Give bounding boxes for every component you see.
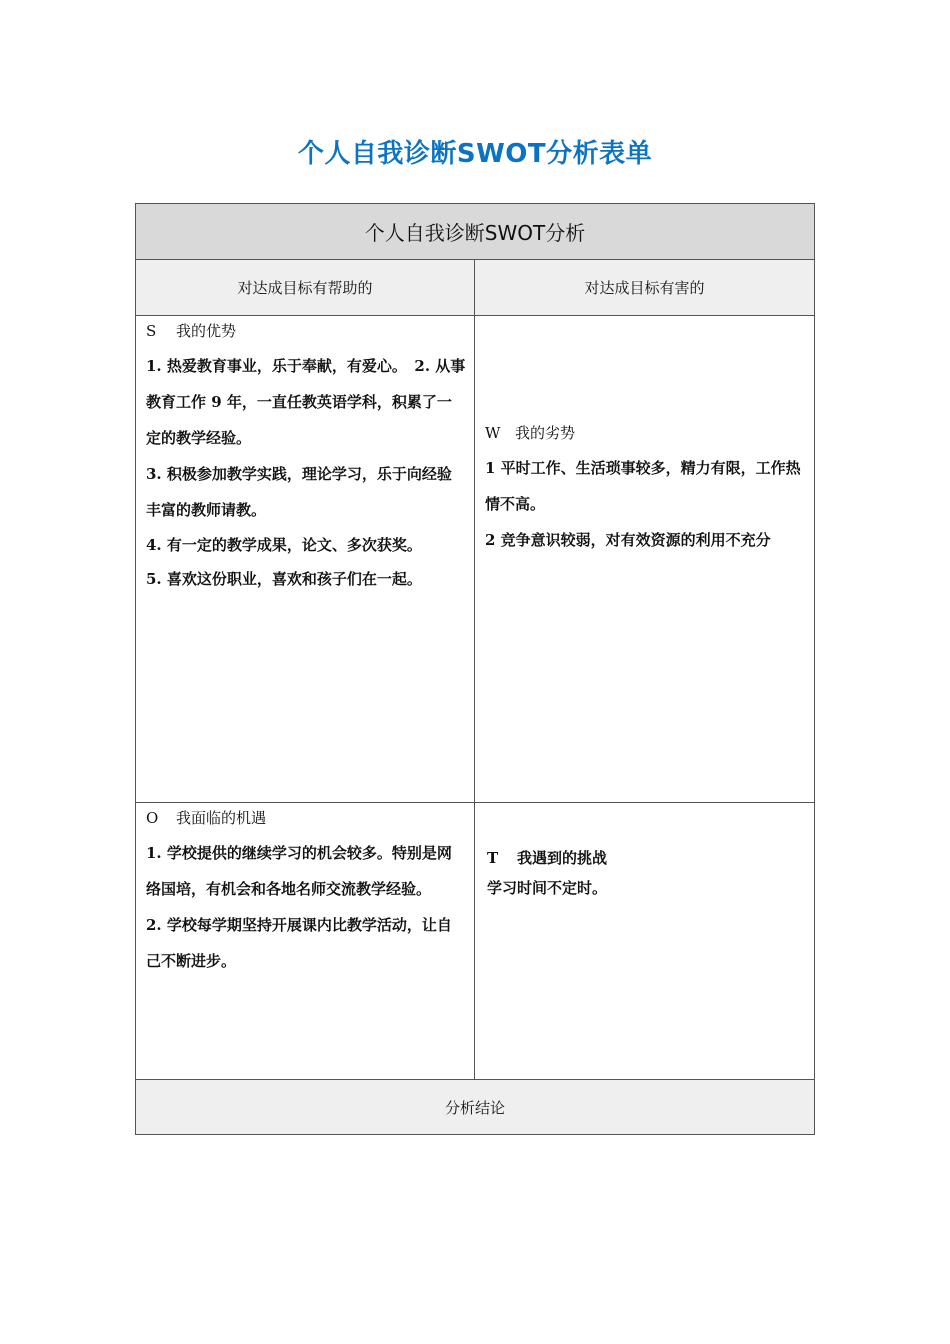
opportunities-letter: O <box>146 809 159 827</box>
strengths-item: 4. 有一定的教学成果，论文、多次获奖。 <box>146 536 422 554</box>
strengths-item: 1. 热爱教育事业，乐于奉献，有爱心。 2. 从事教育工作 9 年，一直任教英语学科，积累了一定的教学经验。 <box>146 357 466 447</box>
opportunities-heading <box>146 807 466 829</box>
opportunities-item: 2. 学校每学期坚持开展课内比教学活动，让自己不断进步。 <box>146 916 452 970</box>
swot-table <box>135 203 815 1135</box>
opportunities-title: 我面临的机遇 <box>176 809 267 827</box>
weaknesses-item: 2 竞争意识较弱，对有效资源的利用不充分 <box>485 531 771 549</box>
threats-title: 我遇到的挑战 <box>517 849 608 867</box>
weaknesses-item: 1 平时工作、生活琐事较多，精力有限，工作热情不高。 <box>485 459 801 513</box>
column-harmful-header: 对达成目标有害的 <box>475 260 814 316</box>
threats-heading <box>487 843 806 873</box>
strengths-heading <box>146 320 466 342</box>
weaknesses-title: 我的劣势 <box>515 424 576 442</box>
strengths-cell <box>136 316 475 803</box>
strengths-letter: S <box>146 322 157 340</box>
threats-letter: T <box>487 849 499 867</box>
table-header: 个人自我诊断SWOT分析 <box>136 204 814 260</box>
strengths-title: 我的优势 <box>176 322 237 340</box>
weaknesses-cell <box>475 316 814 803</box>
strengths-item: 5. 喜欢这份职业，喜欢和孩子们在一起。 <box>146 570 422 588</box>
page-title: 个人自我诊断SWOT分析表单 <box>297 139 653 169</box>
strengths-item: 3. 积极参加教学实践，理论学习，乐于向经验丰富的教师请教。 <box>146 465 452 519</box>
conclusion-row: 分析结论 <box>136 1080 814 1134</box>
opportunities-cell <box>136 803 475 1080</box>
threats-item: 学习时间不定时。 <box>487 879 608 897</box>
weaknesses-letter: W <box>485 424 501 442</box>
weaknesses-heading <box>485 422 806 444</box>
column-helpful-header: 对达成目标有帮助的 <box>136 260 475 316</box>
opportunities-item: 1. 学校提供的继续学习的机会较多。特别是网络国培，有机会和各地名师交流教学经验。 <box>146 844 452 898</box>
threats-cell <box>475 803 814 1080</box>
